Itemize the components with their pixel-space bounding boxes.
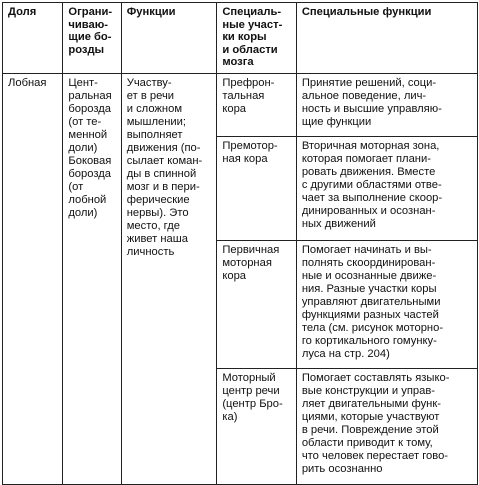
lobe-cell: Лобная xyxy=(3,74,63,485)
header-functions: Функции xyxy=(121,3,217,74)
functions-cell: Участву- ет в речи и сложном мышлении; выполняет движения (по- сылает коман- ды в спинной мозг и в пери- ферические нервы). Это место, где живет наша личность xyxy=(121,74,217,485)
area-special-cell: Помогает начинать и вы- полнять скоординирован- ные и осознанные движе- ния. Разные участки коры управляют двигательными функциями разных частей тела (см. рисунок моторно- го кортикального гомунку- луса на стр. 204) xyxy=(296,241,477,369)
table-row xyxy=(3,74,478,137)
header-special-functions: Специальные функции xyxy=(296,3,477,74)
table-header-row xyxy=(3,3,478,74)
header-lobe: Доля xyxy=(3,3,63,74)
header-cortex-areas: Специаль- ные участ- ки коры и области мозга xyxy=(217,3,297,74)
area-name-cell: Премотор- ная кора xyxy=(217,137,297,241)
area-special-cell: Помогает составлять языко- вые конструкции и управ- ляет двигательными функ- циями, которые участвуют в речи. Повреждение этой области приводит к тому, что человек перестает гово- рить осознанно xyxy=(296,369,477,485)
area-name-cell: Первичная моторная кора xyxy=(217,241,297,369)
area-name-cell: Префрон- тальная кора xyxy=(217,74,297,137)
area-name-cell: Моторный центр речи (центр Бро- ка) xyxy=(217,369,297,485)
header-boundaries: Ограни- чиваю- щие бо- розды xyxy=(63,3,121,74)
area-special-cell: Вторичная моторная зона, которая помогает плани- ровать движения. Вместе с другими областями отве- чает за выполнение скоор- динированных и осознан- ных движений xyxy=(296,137,477,241)
area-special-cell: Принятие решений, соци- альное поведение, лич- ность и высшие управляю- щие функции xyxy=(296,74,477,137)
brain-lobes-table xyxy=(2,2,478,485)
boundaries-cell: Цент- ральная борозда (от те- менной доли) Боковая борозда (от лобной доли) xyxy=(63,74,121,485)
